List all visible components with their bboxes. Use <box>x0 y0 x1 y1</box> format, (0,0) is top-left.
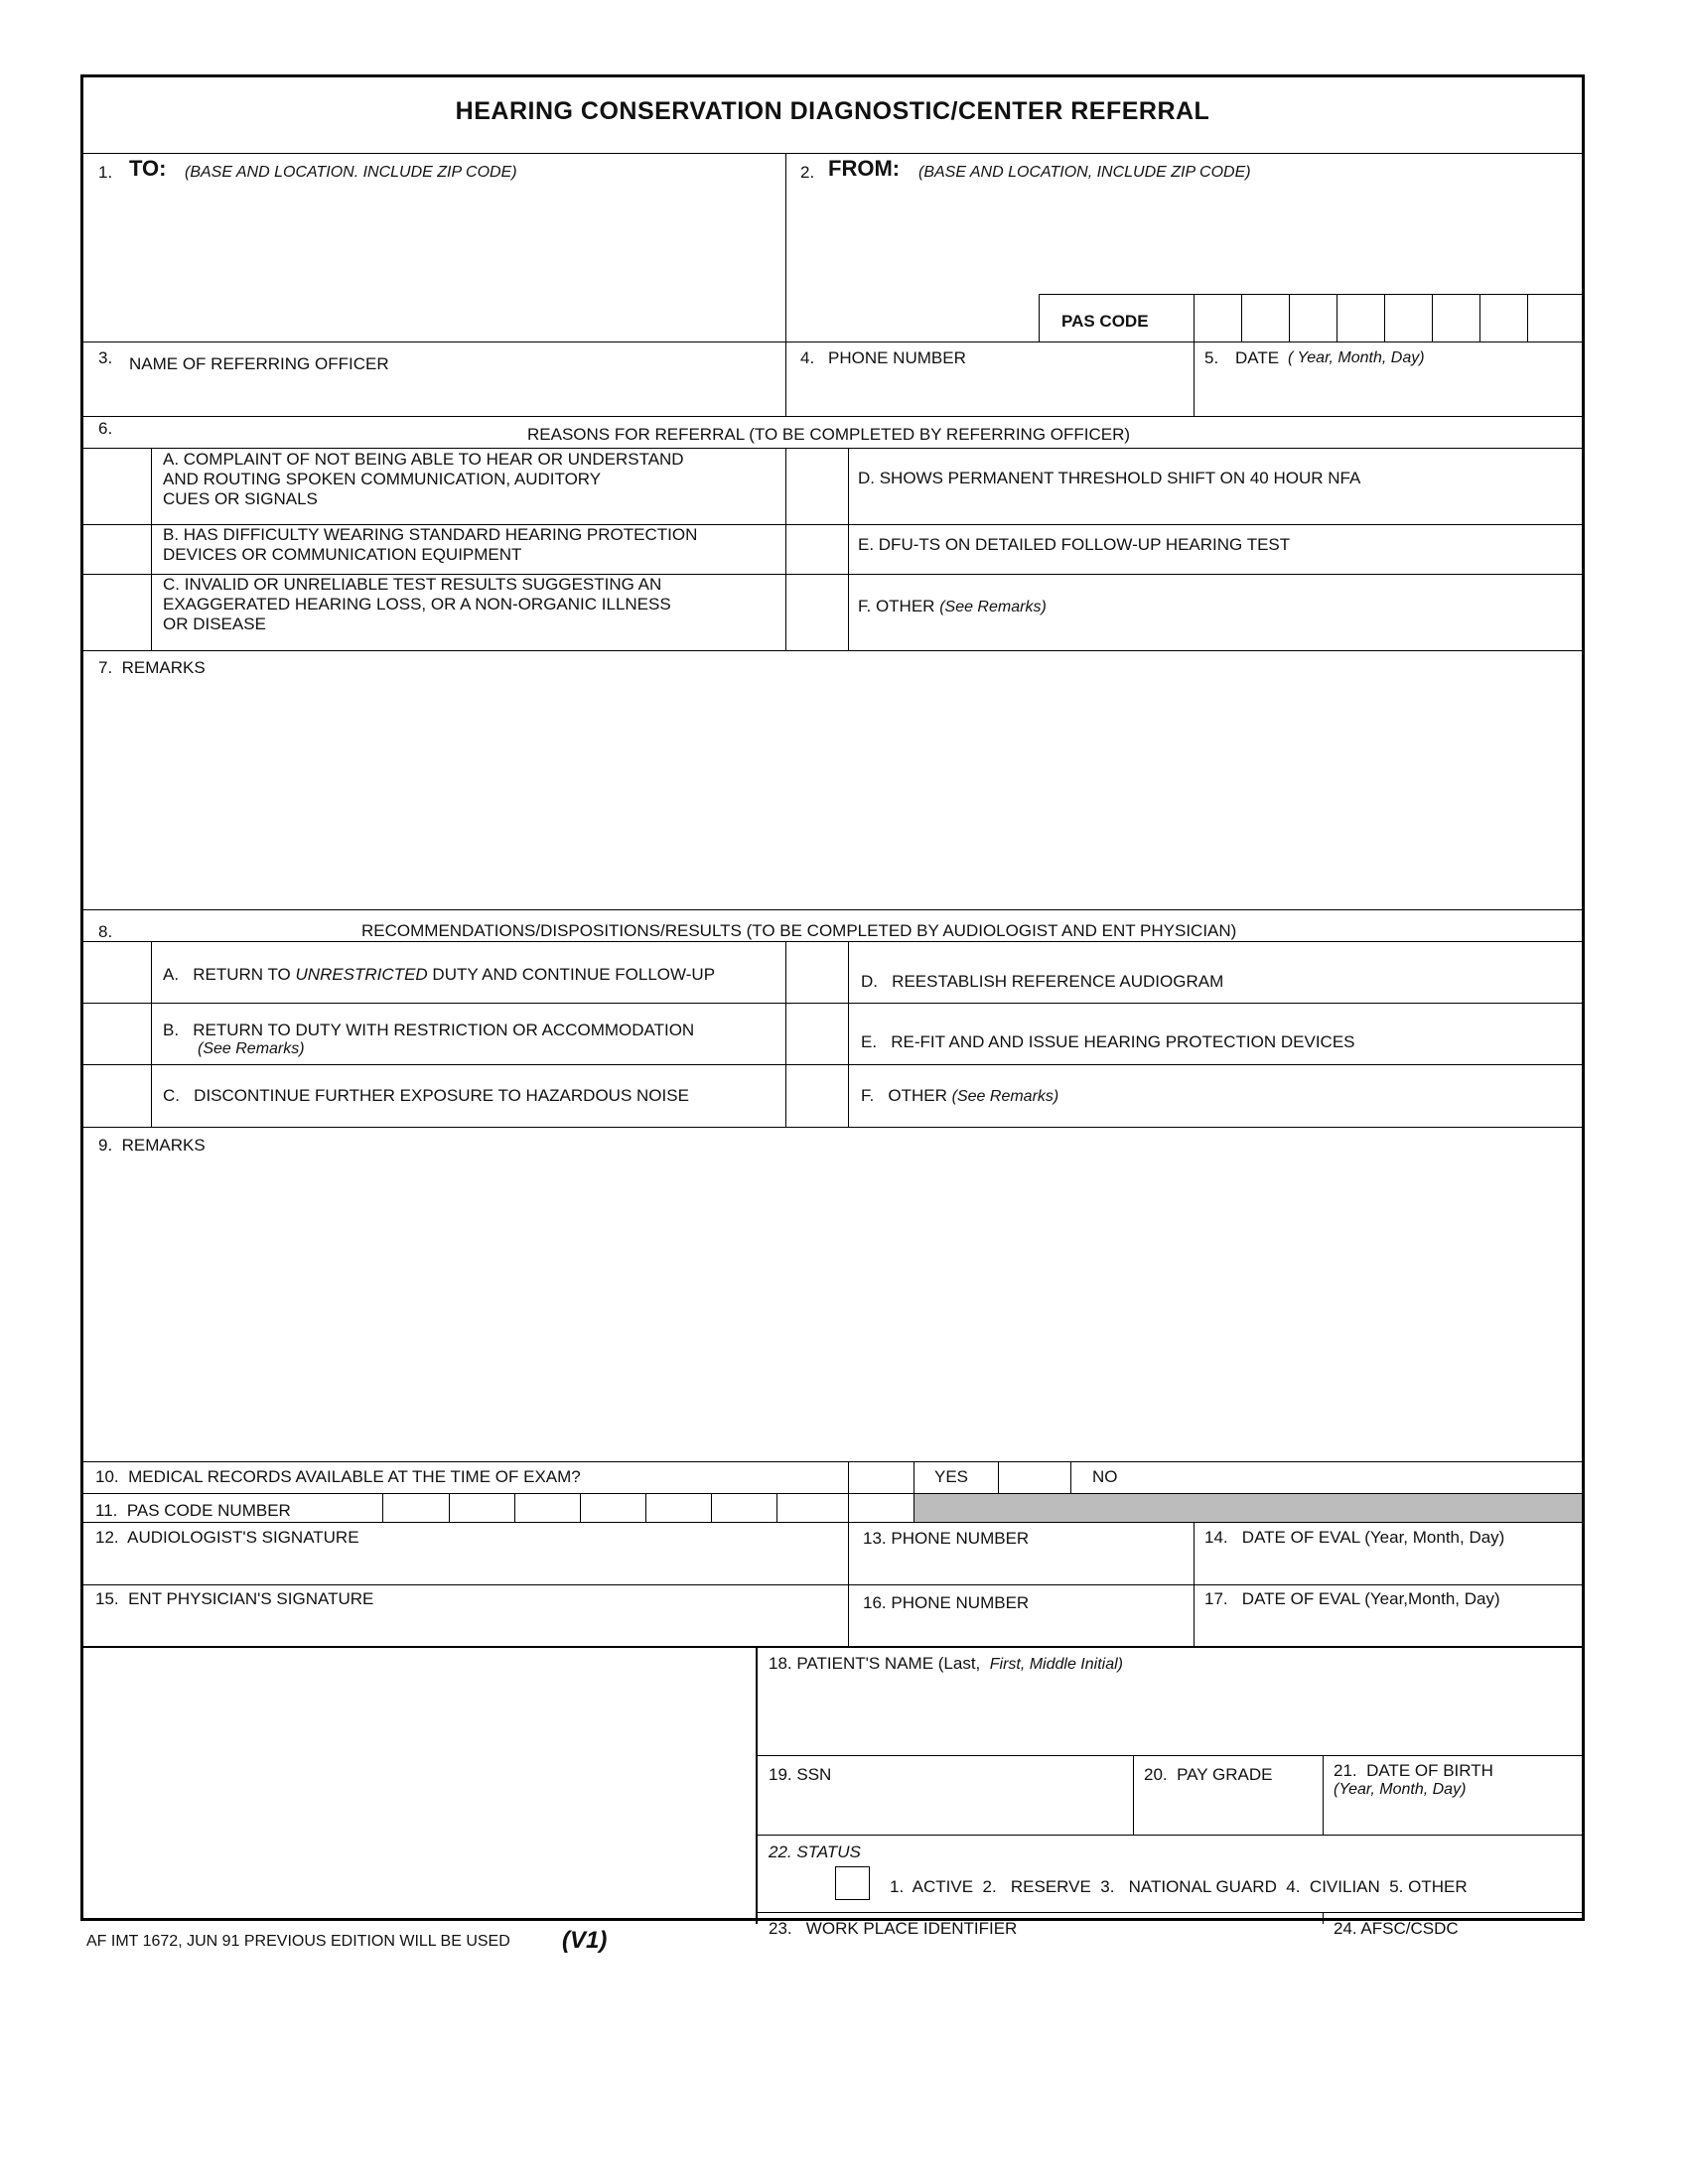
reason-d-text: D. SHOWS PERMANENT THRESHOLD SHIFT ON 40 HOUR NFA <box>858 469 1361 487</box>
date-field[interactable] <box>1196 371 1579 413</box>
status-label: 22. STATUS <box>769 1843 861 1861</box>
recommendations-heading: RECOMMENDATIONS/DISPOSITIONS/RESULTS (TO BE COMPLETED BY AUDIOLOGIST AND ENT PHYSICIAN) <box>361 921 1237 940</box>
reason-b-checkbox[interactable] <box>85 526 149 573</box>
pas-code-number-box[interactable] <box>384 1495 448 1521</box>
phone-13-field[interactable] <box>851 1553 1192 1582</box>
reason-c-text: C. INVALID OR UNRELIABLE TEST RESULTS SUGGESTING AN EXAGGERATED HEARING LOSS, OR A NON-ORGANIC ILLNESS OR DISEASE <box>163 575 671 633</box>
pas-code-number-box[interactable] <box>778 1495 847 1521</box>
rec-b-checkbox[interactable] <box>85 1005 149 1063</box>
field-1-label: TO: <box>129 156 167 181</box>
work-place-identifier-label: 23. WORK PLACE IDENTIFIER <box>769 1919 1018 1938</box>
field-2-number: 2. <box>800 163 815 182</box>
remarks-7-field[interactable] <box>85 683 1580 906</box>
pas-code-label: PAS CODE <box>1061 312 1149 331</box>
pas-code-number-box[interactable] <box>516 1495 579 1521</box>
pas-code-box[interactable] <box>1386 296 1431 340</box>
reason-e-checkbox[interactable] <box>788 526 846 573</box>
medical-records-no-checkbox[interactable] <box>1000 1463 1069 1491</box>
remarks-9-label: 9. REMARKS <box>98 1136 206 1155</box>
pas-code-box[interactable] <box>1481 296 1526 340</box>
pas-code-box[interactable] <box>1243 296 1288 340</box>
medical-records-yes-checkbox[interactable] <box>850 1463 912 1491</box>
date-of-birth-label: 21. DATE OF BIRTH <box>1334 1761 1493 1780</box>
audiologist-signature-label: 12. AUDIOLOGIST'S SIGNATURE <box>95 1528 359 1547</box>
audiologist-signature-field[interactable] <box>85 1551 845 1582</box>
phone-16-field[interactable] <box>851 1616 1192 1644</box>
rec-c-text: C. DISCONTINUE FURTHER EXPOSURE TO HAZARDOUS NOISE <box>163 1086 689 1105</box>
rec-c-checkbox[interactable] <box>85 1066 149 1126</box>
reason-a-text: A. COMPLAINT OF NOT BEING ABLE TO HEAR OR UNDERSTAND AND ROUTING SPOKEN COMMUNICATION, AUDITORY CUES OR SIGNALS <box>163 450 684 508</box>
reason-a-checkbox[interactable] <box>85 450 149 523</box>
pas-code-number-label: 11. PAS CODE NUMBER <box>95 1501 291 1520</box>
reason-f-checkbox[interactable] <box>788 576 846 649</box>
no-label: NO <box>1092 1467 1118 1486</box>
ent-signature-label: 15. ENT PHYSICIAN'S SIGNATURE <box>95 1589 374 1608</box>
field-3-number: 3. <box>98 348 113 367</box>
reasons-heading: REASONS FOR REFERRAL (TO BE COMPLETED BY REFERRING OFFICER) <box>527 425 1131 444</box>
rec-a-checkbox[interactable] <box>85 943 149 1002</box>
pay-grade-field[interactable] <box>1136 1787 1321 1832</box>
pas-code-box[interactable] <box>1529 296 1579 340</box>
date-label: DATE <box>1235 348 1280 367</box>
pas-code-number-box[interactable] <box>582 1495 644 1521</box>
ssn-field[interactable] <box>759 1787 1131 1832</box>
referral-form <box>80 74 1585 1938</box>
status-checkbox[interactable] <box>835 1866 870 1900</box>
status-options: 1. ACTIVE 2. RESERVE 3. NATIONAL GUARD 4. CIVILIAN 5. OTHER <box>890 1877 1468 1896</box>
field-4-number: 4. <box>800 348 815 367</box>
reason-e-text: E. DFU-TS ON DETAILED FOLLOW-UP HEARING TEST <box>858 535 1291 554</box>
remarks-7-label: 7. REMARKS <box>98 658 206 677</box>
phone-number-field[interactable] <box>788 371 1116 413</box>
pas-code-box[interactable] <box>1338 296 1383 340</box>
date-of-eval-17-field[interactable] <box>1196 1614 1579 1644</box>
form-footer: AF IMT 1672, JUN 91 PREVIOUS EDITION WILL BE USED <box>86 1933 510 1950</box>
pas-code-number-box[interactable] <box>647 1495 710 1521</box>
field-1-number: 1. <box>98 163 113 182</box>
phone-number-label: PHONE NUMBER <box>828 348 966 367</box>
reason-f-text: F. OTHER (See Remarks) <box>858 597 1047 615</box>
yes-label: YES <box>934 1467 969 1486</box>
form-version: (V1) <box>562 1927 608 1954</box>
rec-d-text: D. REESTABLISH REFERENCE AUDIOGRAM <box>861 972 1224 991</box>
date-of-eval-14-field[interactable] <box>1196 1553 1579 1582</box>
field-8-number: 8. <box>98 922 113 941</box>
date-of-birth-hint: (Year, Month, Day) <box>1334 1781 1467 1798</box>
pas-code-box[interactable] <box>1434 296 1478 340</box>
phone-16-label: 16. PHONE NUMBER <box>863 1593 1030 1612</box>
field-1-hint: (BASE AND LOCATION. INCLUDE ZIP CODE) <box>185 164 517 181</box>
reason-d-checkbox[interactable] <box>788 450 846 523</box>
rec-e-text: E. RE-FIT AND AND ISSUE HEARING PROTECTION DEVICES <box>861 1032 1355 1051</box>
shaded-area <box>914 1494 1582 1522</box>
form-title: HEARING CONSERVATION DIAGNOSTIC/CENTER REFERRAL <box>455 97 1210 125</box>
field-2-hint: (BASE AND LOCATION, INCLUDE ZIP CODE) <box>918 164 1251 181</box>
rec-e-checkbox[interactable] <box>788 1005 846 1063</box>
ent-signature-field[interactable] <box>85 1612 845 1644</box>
ssn-label: 19. SSN <box>769 1765 832 1784</box>
referring-officer-field[interactable] <box>85 375 780 413</box>
rec-b-hint: (See Remarks) <box>198 1040 305 1057</box>
field-5-number: 5. <box>1204 348 1219 367</box>
field-2-label: FROM: <box>828 156 901 181</box>
from-address-field[interactable] <box>788 185 1578 294</box>
referring-officer-label: NAME OF REFERRING OFFICER <box>129 354 389 373</box>
rec-f-checkbox[interactable] <box>788 1066 846 1126</box>
rec-f-text: F. OTHER (See Remarks) <box>861 1086 1059 1105</box>
medical-records-label: 10. MEDICAL RECORDS AVAILABLE AT THE TIME OF EXAM? <box>95 1467 581 1486</box>
remarks-9-field[interactable] <box>85 1160 1580 1457</box>
reason-c-checkbox[interactable] <box>85 576 149 649</box>
field-6-number: 6. <box>98 419 113 438</box>
patient-name-field[interactable] <box>759 1678 1579 1752</box>
reason-b-text: B. HAS DIFFICULTY WEARING STANDARD HEARING PROTECTION DEVICES OR COMMUNICATION EQUIPMENT <box>163 525 698 564</box>
phone-13-label: 13. PHONE NUMBER <box>863 1529 1030 1548</box>
pas-code-number-box[interactable] <box>451 1495 513 1521</box>
date-hint: ( Year, Month, Day) <box>1288 349 1425 366</box>
rec-a-text: A. RETURN TO UNRESTRICTED DUTY AND CONTINUE FOLLOW-UP <box>163 965 716 984</box>
pas-code-box[interactable] <box>1196 296 1240 340</box>
pas-code-number-box[interactable] <box>713 1495 775 1521</box>
pas-code-box[interactable] <box>1291 296 1336 340</box>
date-of-birth-field[interactable] <box>1326 1803 1579 1833</box>
pas-code-number-box[interactable] <box>850 1495 912 1521</box>
patient-name-label: 18. PATIENT'S NAME (Last, First, Middle Initial) <box>769 1654 1123 1673</box>
date-of-eval-14-label: 14. DATE OF EVAL (Year, Month, Day) <box>1204 1528 1505 1547</box>
patient-imprint-area[interactable] <box>85 1650 753 1918</box>
rec-d-checkbox[interactable] <box>788 943 846 1002</box>
date-of-eval-17-label: 17. DATE OF EVAL (Year,Month, Day) <box>1204 1589 1500 1608</box>
afsc-label: 24. AFSC/CSDC <box>1334 1919 1459 1938</box>
rec-b-text: B. RETURN TO DUTY WITH RESTRICTION OR ACCOMMODATION <box>163 1021 695 1039</box>
pay-grade-label: 20. PAY GRADE <box>1144 1765 1273 1784</box>
